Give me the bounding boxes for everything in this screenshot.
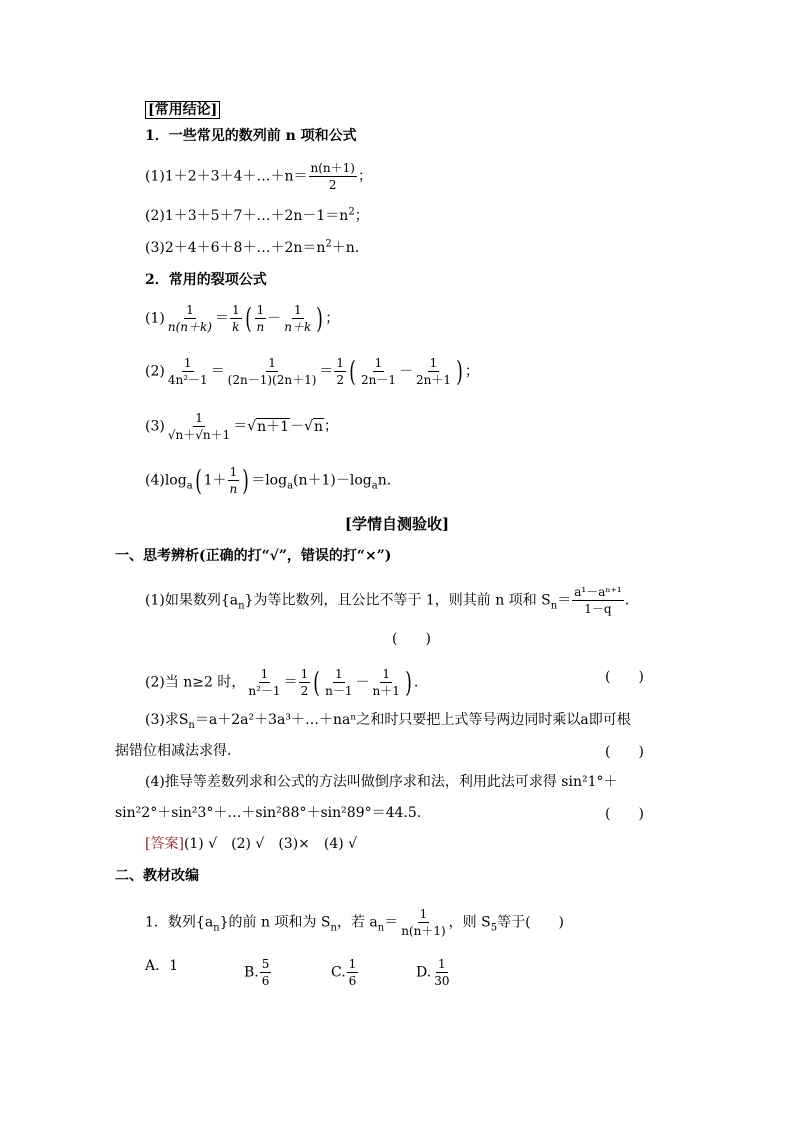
question-2: (2)当 n≥2 时， $\frac{1}{\text{n²－1}}$ ＝ $\frac{1}{2}$ ( $\frac{1}{n-1}$ － $\frac{1}{n+1}$ ) .: [145, 665, 419, 699]
option-b[interactable]: B. $\frac{5}{6}$: [244, 957, 270, 988]
split-formula-1: (1) $\frac{1}{n(n+k)}$ ＝ $\frac{1}{k}$ ( $\frac{1}{n}$ － $\frac{1}{n+k}$ ) ；: [145, 301, 340, 335]
heading-split-formulas: 2．常用的裂项公式: [145, 272, 267, 288]
question-1: (1)如果数列$\{a_n\}$为等比数列，且公比不等于 1，则其前 n 项和 $S_n=$ $\frac{\text{a¹－aⁿ⁺¹}}{1-q}$ .: [145, 585, 630, 616]
answer-text: (1) √ (2) √ (3)× (4) √: [183, 836, 358, 852]
question-4-line2: sin²2°＋sin²3°＋…＋sin²88°＋sin²89°＝44.5.: [115, 805, 422, 821]
part2-question-1: 1．数列$\{a_n\}$的前 n 项和为 $S_n$，若 $a_n=$ $\frac{1}{n(n+1)}$ ，则 $S_5$等于( ): [145, 907, 565, 938]
split-formula-3: (3) $\frac{1}{√n+√n+1}$ ＝√n＋1－√n；: [145, 411, 339, 442]
tag-box: [常用结论]: [145, 101, 220, 119]
split-formula-4: $(4)\log_a$( 1＋ $\frac{1}{n}$ ) $=\log_a(n+1)-\log_an$.: [145, 463, 392, 497]
sum-formula-1: (1)1＋2＋3＋4＋…＋n＝ $\frac{n(n+1)}{2}$ ；: [145, 161, 372, 192]
option-a[interactable]: A．1: [145, 958, 179, 974]
split-formula-2: (2) $\frac{1}{\text{4n²－1}}$ ＝ $\frac{1}{(2n-1)(2n+1)}$ ＝ $\frac{1}{2}$ ( $\frac{1}{2n-1}$ － $\frac{1}{2n+1}$ ) ；: [145, 354, 479, 388]
sum-formula-3: $(3)2+4+6+8+\dots+2n=n^2+n$.: [145, 238, 360, 256]
question-3-line2: 据错位相减法求得．: [115, 743, 241, 759]
common-conclusion-tag: [145, 100, 220, 120]
part1-heading: 一、思考辨析(正确的打“√”，错误的打“×”): [115, 548, 392, 564]
answer-blank-2[interactable]: ( ): [605, 669, 644, 685]
option-c[interactable]: C. $\frac{1}{6}$: [331, 957, 357, 988]
question-3-line1: (3)求$S_n=a+2a^2+3a^3+\dots+na^n$之和时只要把上式等号两边同时乘以a即可根: [145, 712, 631, 731]
section-title: [学情自测验收]: [344, 515, 450, 533]
answer-line: [145, 834, 357, 854]
answer-blank-3[interactable]: ( ): [605, 744, 644, 760]
option-d[interactable]: D. $\frac{1}{30}$: [416, 957, 450, 988]
part2-heading: 二、教材改编: [115, 868, 199, 884]
question-4-line1: (4)推导等差数列求和公式的方法叫做倒序求和法，利用此法可求得 sin²1°＋: [145, 774, 618, 790]
answer-tag: [答案]: [145, 836, 184, 852]
sum-formula-2: $(2)1+3+5+7+\dots+2n-1=n^2$；: [145, 206, 369, 224]
answer-blank-4[interactable]: ( ): [605, 806, 644, 822]
fraction: $\frac{n(n+1)}{2}$: [310, 161, 355, 192]
heading-sum-formulas: 1．一些常见的数列前 n 项和公式: [145, 128, 357, 144]
answer-blank-1[interactable]: ( ): [392, 631, 431, 647]
